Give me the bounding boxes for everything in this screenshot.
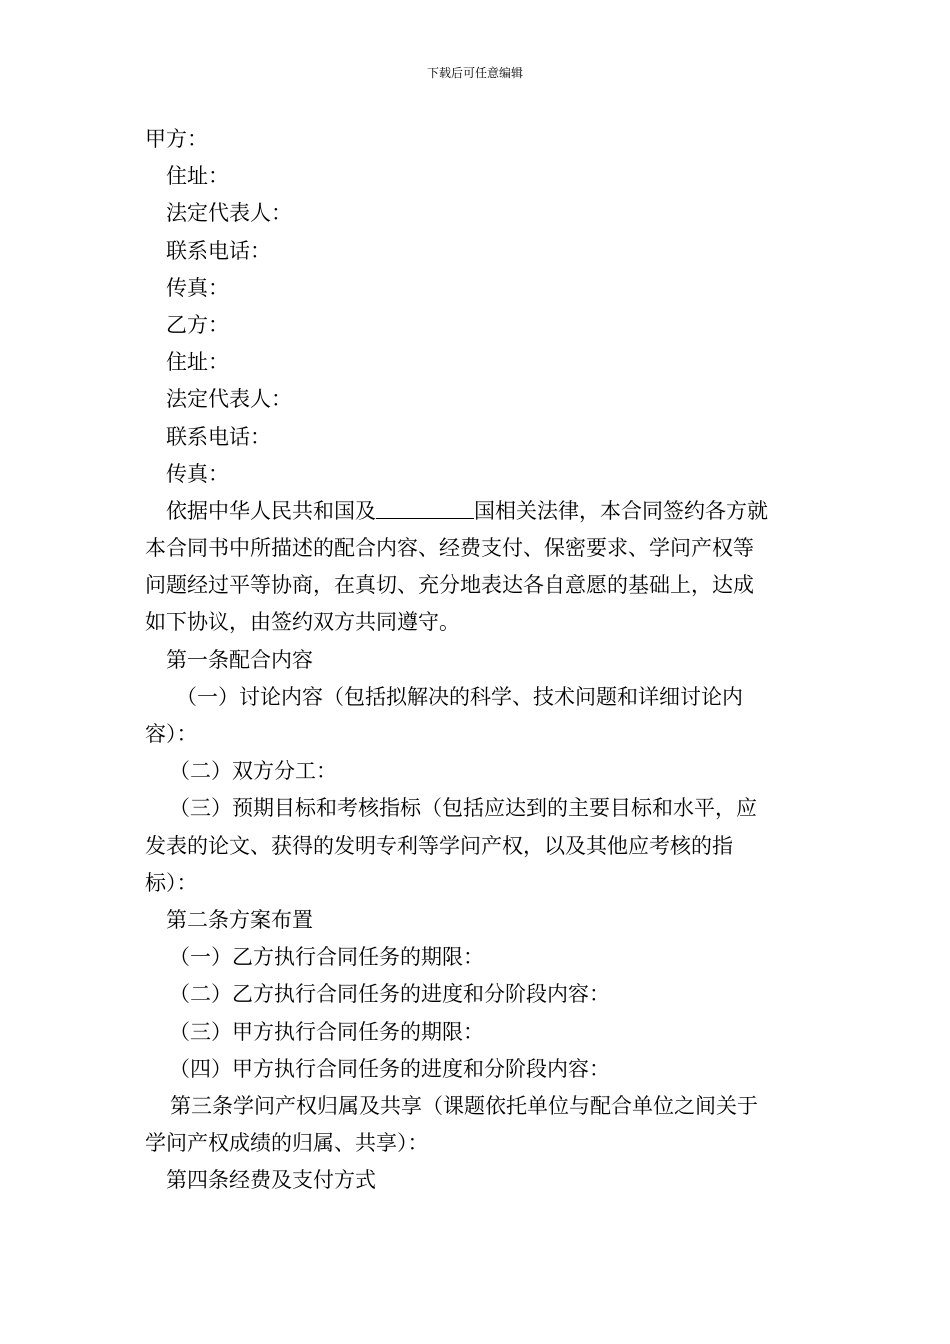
party-a-label: 甲方： bbox=[145, 127, 208, 151]
article-1-item-2: （二）双方分工： bbox=[169, 759, 337, 784]
article-1-item-3-line-2: 发表的论文、获得的发明专利等学问产权，以及其他应考核的指 bbox=[145, 833, 733, 858]
article-2-title: 第二条方案布置 bbox=[166, 907, 313, 932]
party-b-fax: 传真： bbox=[166, 461, 229, 486]
page-header: 下载后可任意编辑 bbox=[426, 66, 523, 80]
preamble-part-2: 国相关法律，本合同签约各方就 bbox=[474, 498, 768, 523]
party-a-fax: 传真： bbox=[166, 275, 229, 300]
article-1-item-3-line-3: 标）： bbox=[145, 870, 198, 895]
party-a-phone: 联系电话： bbox=[166, 238, 271, 263]
party-a-address: 住址： bbox=[166, 164, 229, 189]
article-1-item-3-line-1: （三）预期目标和考核指标（包括应达到的主要目标和水平，应 bbox=[169, 796, 757, 821]
party-b-label: 乙方： bbox=[166, 312, 229, 337]
article-2-item-1: （一）乙方执行合同任务的期限： bbox=[169, 945, 484, 970]
preamble-line-4: 如下协议，由签约双方共同遵守。 bbox=[145, 610, 460, 635]
article-2-item-2: （二）乙方执行合同任务的进度和分阶段内容： bbox=[169, 982, 610, 1007]
party-b-address: 住址： bbox=[166, 350, 229, 375]
article-4-title: 第四条经费及支付方式 bbox=[166, 1168, 376, 1193]
party-b-phone: 联系电话： bbox=[166, 424, 271, 449]
party-a-legal-rep: 法定代表人： bbox=[166, 201, 292, 226]
article-3-line-2: 学问产权成绩的归属、共享）： bbox=[145, 1131, 429, 1156]
country-blank bbox=[376, 496, 474, 519]
article-3-line-1: 第三条学问产权归属及共享（课题依托单位与配合单位之间关于 bbox=[170, 1093, 758, 1118]
article-1-item-1-line-1: （一）讨论内容（包括拟解决的科学、技术问题和详细讨论内 bbox=[176, 684, 743, 709]
preamble-part-1: 依据中华人民共和国及 bbox=[166, 498, 376, 523]
article-1-title: 第一条配合内容 bbox=[166, 647, 313, 672]
preamble-line-2: 本合同书中所描述的配合内容、经费支付、保密要求、学问产权等 bbox=[145, 536, 754, 561]
preamble-line-3: 问题经过平等协商，在真切、充分地表达各自意愿的基础上，达成 bbox=[145, 573, 754, 598]
article-2-item-4: （四）甲方执行合同任务的进度和分阶段内容： bbox=[169, 1056, 610, 1081]
party-b-legal-rep: 法定代表人： bbox=[166, 387, 292, 412]
article-2-item-3: （三）甲方执行合同任务的期限： bbox=[169, 1019, 484, 1044]
article-1-item-1-line-2: 容）： bbox=[145, 722, 198, 746]
preamble-line-1 bbox=[145, 493, 807, 530]
contract-body bbox=[145, 121, 807, 1199]
